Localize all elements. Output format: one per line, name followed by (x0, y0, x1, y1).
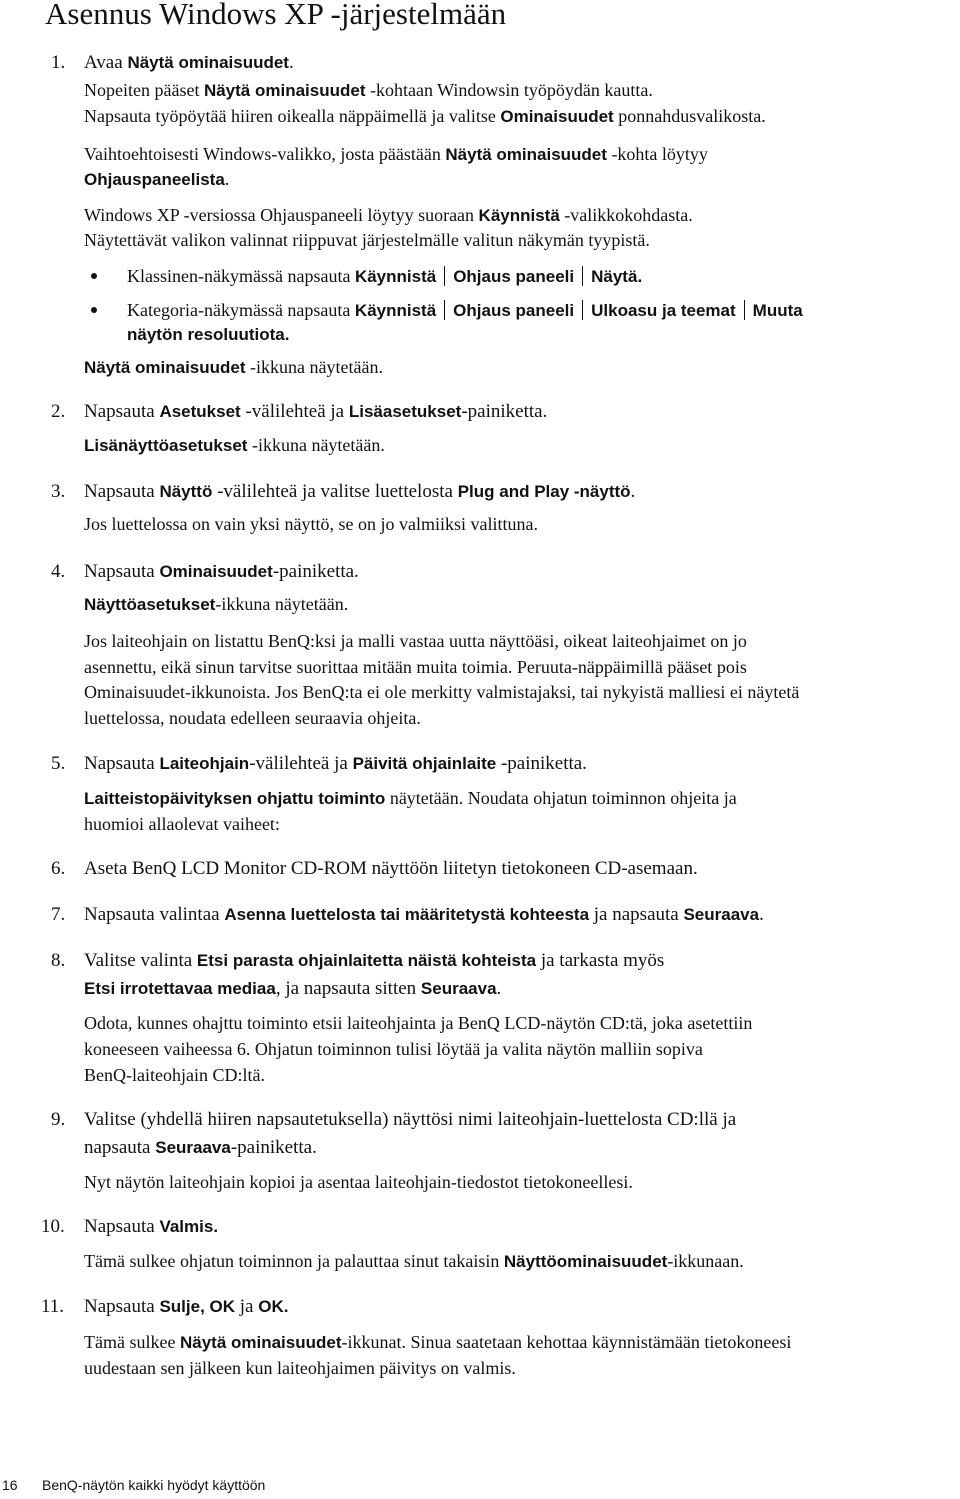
step-1-heading: Avaa Näytä ominaisuudet. (84, 52, 294, 73)
step-1-line-3: Napsauta työpöytää hiiren oikealla näppäimellä ja valitse Ominaisuudet ponnahdusvalikosta. (84, 106, 766, 126)
step-1-line-6: Windows XP -versiossa Ohjauspaneeli löytyy suoraan Käynnistä -valikkokohdasta. (84, 205, 693, 225)
footer-text: BenQ-näytön kaikki hyödyt käyttöön (42, 1477, 266, 1493)
step-6-heading: Aseta BenQ LCD Monitor CD-ROM näyttöön liitetyn tietokoneen CD-asemaan. (84, 858, 698, 879)
step-2-heading: Napsauta Asetukset -välilehteä ja Lisäasetukset-painiketta. (84, 401, 548, 422)
step-3-heading: Napsauta Näyttö -välilehteä ja valitse luettelosta Plug and Play -näyttö. (84, 481, 636, 502)
step-4-number: 4. (51, 561, 66, 582)
step-4-para-line-3: Ominaisuudet-ikkunoista. Jos BenQ:ta ei ole merkitty valmistajaksi, tai nykyistä malliesi ei näytetä (84, 682, 800, 702)
step-9-line-3: Nyt näytön laiteohjain kopioi ja asentaa laiteohjain-tiedostot tietokoneellesi. (84, 1172, 633, 1192)
step-9-line-2: napsauta Seuraava-painiketta. (84, 1137, 317, 1158)
step-9-number: 9. (51, 1109, 66, 1130)
step-8-para-line-2: koneeseen vaiheessa 6. Ohjatun toiminnon tulisi löytää ja valita näytön malliin sopiva (84, 1039, 703, 1059)
step-4-para-line-2: asennettu, eikä sinun tarvitse suorittaa mitään muita toimia. Peruuta-näppäimillä pääset pois (84, 657, 747, 677)
step-6-number: 6. (51, 858, 66, 879)
step-1-line-5: Ohjauspaneelista. (84, 169, 230, 189)
step-1-number: 1. (51, 52, 66, 73)
step-11-line-3: uudestaan sen jälkeen kun laiteohjaimen päivitys on valmis. (84, 1358, 516, 1378)
step-8-para-line-1: Odota, kunnes ohajttu toiminto etsii laiteohjainta ja BenQ LCD-näytön CD:tä, joka asetettiin (84, 1013, 753, 1033)
step-11-heading: Napsauta Sulje, OK ja OK. (84, 1296, 289, 1317)
step-5-line-3: huomioi allaolevat vaiheet: (84, 814, 280, 834)
step-5-heading: Napsauta Laiteohjain-välilehteä ja Päivitä ohjainlaite -painiketta. (84, 753, 587, 774)
page-title: Asennus Windows XP -järjestelmään (45, 0, 507, 31)
step-8-line-2: Etsi irrotettavaa mediaa, ja napsauta sitten Seuraava. (84, 978, 502, 999)
step-4-para-line-4: luettelossa, noudata edelleen seuraavia ohjeita. (84, 708, 421, 728)
step-1-line-8: Näytä ominaisuudet -ikkuna näytetään. (84, 357, 383, 377)
step-9-heading: Valitse (yhdellä hiiren napsautetuksella) näyttösi nimi laiteohjain-luettelosta CD:llä ja (84, 1109, 737, 1130)
step-10-heading: Napsauta Valmis. (84, 1216, 219, 1237)
step-3-number: 3. (51, 481, 66, 502)
bullet-category-line-2: näytön resoluutiota. (127, 325, 290, 344)
step-5-line-2: Laitteistopäivityksen ohjattu toiminto näytetään. Noudata ohjatun toiminnon ohjeita ja (84, 788, 737, 808)
step-8-heading: Valitse valinta Etsi parasta ohjainlaitetta näistä kohteista ja tarkasta myös (84, 950, 665, 971)
step-7-heading: Napsauta valintaa Asenna luettelosta tai määritetystä kohteesta ja napsauta Seuraava. (84, 904, 764, 925)
step-8-number: 8. (51, 950, 66, 971)
step-4-heading: Napsauta Ominaisuudet-painiketta. (84, 561, 359, 582)
step-11-line-2: Tämä sulkee Näytä ominaisuudet-ikkunat. Sinua saatetaan kehottaa käynnistämään tietokoneesi (84, 1332, 792, 1352)
step-7-number: 7. (51, 904, 66, 925)
bullet-category: Kategoria-näkymässä napsauta Käynnistä Ohjaus paneeli Ulkoasu ja teemat Muuta (127, 300, 803, 320)
step-3-line-2: Jos luettelossa on vain yksi näyttö, se on jo valmiiksi valittuna. (84, 514, 538, 534)
step-2-number: 2. (51, 401, 66, 422)
step-10-line-2: Tämä sulkee ohjatun toiminnon ja palauttaa sinut takaisin Näyttöominaisuudet-ikkunaan. (84, 1251, 744, 1271)
step-1-line-4: Vaihtoehtoisesti Windows-valikko, josta päästään Näytä ominaisuudet -kohta löytyy (84, 144, 708, 164)
step-11-number: 11. (41, 1296, 65, 1317)
step-1-line-7: Näytettävät valikon valinnat riippuvat järjestelmälle valitun näkymän tyypistä. (84, 230, 650, 250)
bullet-dot (91, 307, 97, 313)
step-10-number: 10. (41, 1216, 65, 1237)
step-1-line-2: Nopeiten pääset Näytä ominaisuudet -kohtaan Windowsin työpöydän kautta. (84, 80, 653, 100)
bullet-dot (91, 273, 97, 279)
step-5-number: 5. (51, 753, 66, 774)
step-4-line-2: Näyttöasetukset-ikkuna näytetään. (84, 594, 349, 614)
step-4-para-line-1: Jos laiteohjain on listattu BenQ:ksi ja malli vastaa uutta näyttöäsi, oikeat laiteohjaimet on jo (84, 631, 747, 651)
page-number: 16 (2, 1477, 18, 1493)
step-2-line-2: Lisänäyttöasetukset -ikkuna näytetään. (84, 435, 385, 455)
bullet-classic: Klassinen-näkymässä napsauta Käynnistä Ohjaus paneeli Näytä. (127, 266, 643, 286)
step-8-para-line-3: BenQ-laiteohjain CD:ltä. (84, 1065, 265, 1085)
